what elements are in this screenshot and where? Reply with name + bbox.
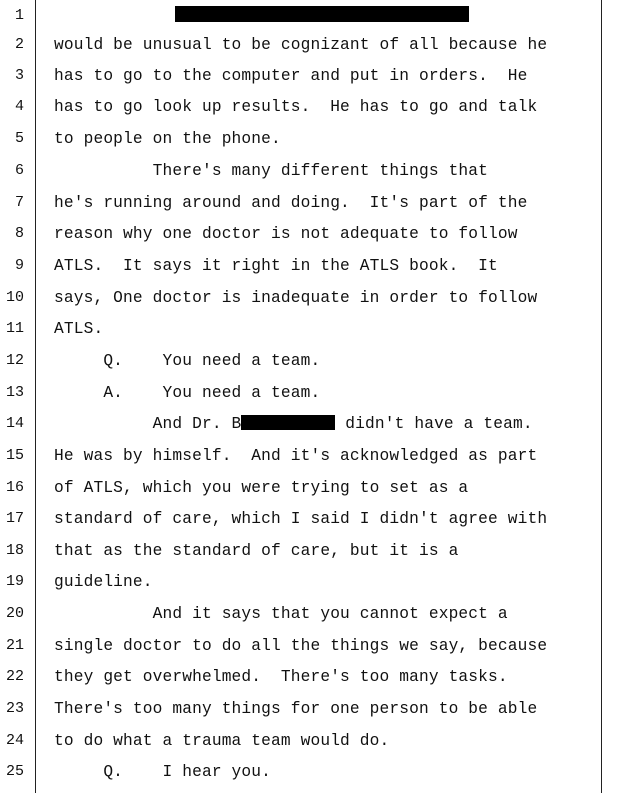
line-number: 8 xyxy=(14,225,24,242)
transcript-line xyxy=(0,693,624,725)
transcript-line xyxy=(0,187,624,219)
line-number: 16 xyxy=(5,479,24,496)
line-text: has to go to the computer and put in orders. He xyxy=(54,67,528,85)
line-number: 15 xyxy=(5,447,24,464)
transcript-line xyxy=(0,345,624,377)
transcript-line xyxy=(0,725,624,757)
transcript-line xyxy=(0,313,624,345)
line-text: that as the standard of care, but it is a xyxy=(54,542,459,560)
line-number: 12 xyxy=(5,352,24,369)
line-text: guideline. xyxy=(54,573,153,591)
transcript-line xyxy=(0,503,624,535)
transcript-line xyxy=(0,282,624,314)
transcript-line xyxy=(0,661,624,693)
line-text xyxy=(54,408,533,440)
line-text: says, One doctor is inadequate in order to follow xyxy=(54,289,538,307)
line-text: There's many different things that xyxy=(54,162,489,180)
line-number: 13 xyxy=(5,384,24,401)
transcript-line xyxy=(0,408,624,440)
line-text: to people on the phone. xyxy=(54,130,281,148)
line-text: to do what a trauma team would do. xyxy=(54,732,390,750)
line-number: 14 xyxy=(5,415,24,432)
transcript-line xyxy=(0,60,624,92)
transcript-line xyxy=(0,440,624,472)
line-number: 10 xyxy=(5,289,24,306)
line-number: 7 xyxy=(14,194,24,211)
transcript-line xyxy=(0,756,624,788)
line-number: 20 xyxy=(5,605,24,622)
transcript-line xyxy=(0,630,624,662)
line-text-after-redaction: didn't have a team. xyxy=(335,415,533,433)
line-text: He was by himself. And it's acknowledged as part xyxy=(54,447,538,465)
line-number: 5 xyxy=(14,130,24,147)
line-number: 4 xyxy=(14,98,24,115)
transcript-line xyxy=(0,91,624,123)
line-text: ATLS. It says it right in the ATLS book. It xyxy=(54,257,498,275)
line-text: single doctor to do all the things we say, because xyxy=(54,637,548,655)
line-number: 19 xyxy=(5,573,24,590)
transcript-line xyxy=(0,566,624,598)
line-text: they get overwhelmed. There's too many tasks. xyxy=(54,668,508,686)
line-number: 23 xyxy=(5,700,24,717)
transcript-line xyxy=(0,0,624,32)
transcript-line xyxy=(0,218,624,250)
transcript-line xyxy=(0,29,624,61)
line-text: ATLS. xyxy=(54,320,104,338)
transcript-line xyxy=(0,535,624,567)
line-number: 2 xyxy=(14,36,24,53)
line-text: would be unusual to be cognizant of all because he xyxy=(54,36,548,54)
line-number: 3 xyxy=(14,67,24,84)
line-text: A. You need a team. xyxy=(54,384,321,402)
line-text: Q. I hear you. xyxy=(54,763,272,781)
line-number: 25 xyxy=(5,763,24,780)
line-number: 17 xyxy=(5,510,24,527)
line-text: standard of care, which I said I didn't agree with xyxy=(54,510,548,528)
line-number: 22 xyxy=(5,668,24,685)
transcript-line xyxy=(0,377,624,409)
line-text: reason why one doctor is not adequate to follow xyxy=(54,225,518,243)
line-number: 11 xyxy=(5,320,24,337)
line-text: he's running around and doing. It's part of the xyxy=(54,194,528,212)
line-number: 6 xyxy=(14,162,24,179)
line-number: 9 xyxy=(14,257,24,274)
line-text: And it says that you cannot expect a xyxy=(54,605,508,623)
transcript-line xyxy=(0,598,624,630)
transcript-line xyxy=(0,123,624,155)
transcript-line xyxy=(0,472,624,504)
line-text: has to go look up results. He has to go and talk xyxy=(54,98,538,116)
line-number: 1 xyxy=(14,7,24,24)
line-text: There's too many things for one person to be able xyxy=(54,700,538,718)
line-text-before-redaction: And Dr. B xyxy=(54,415,242,433)
line-number: 18 xyxy=(5,542,24,559)
line-text: Q. You need a team. xyxy=(54,352,321,370)
transcript-line xyxy=(0,250,624,282)
redaction-bar-name xyxy=(241,415,335,430)
line-text: of ATLS, which you were trying to set as a xyxy=(54,479,469,497)
line-number: 21 xyxy=(5,637,24,654)
transcript-line xyxy=(0,155,624,187)
line-number: 24 xyxy=(5,732,24,749)
